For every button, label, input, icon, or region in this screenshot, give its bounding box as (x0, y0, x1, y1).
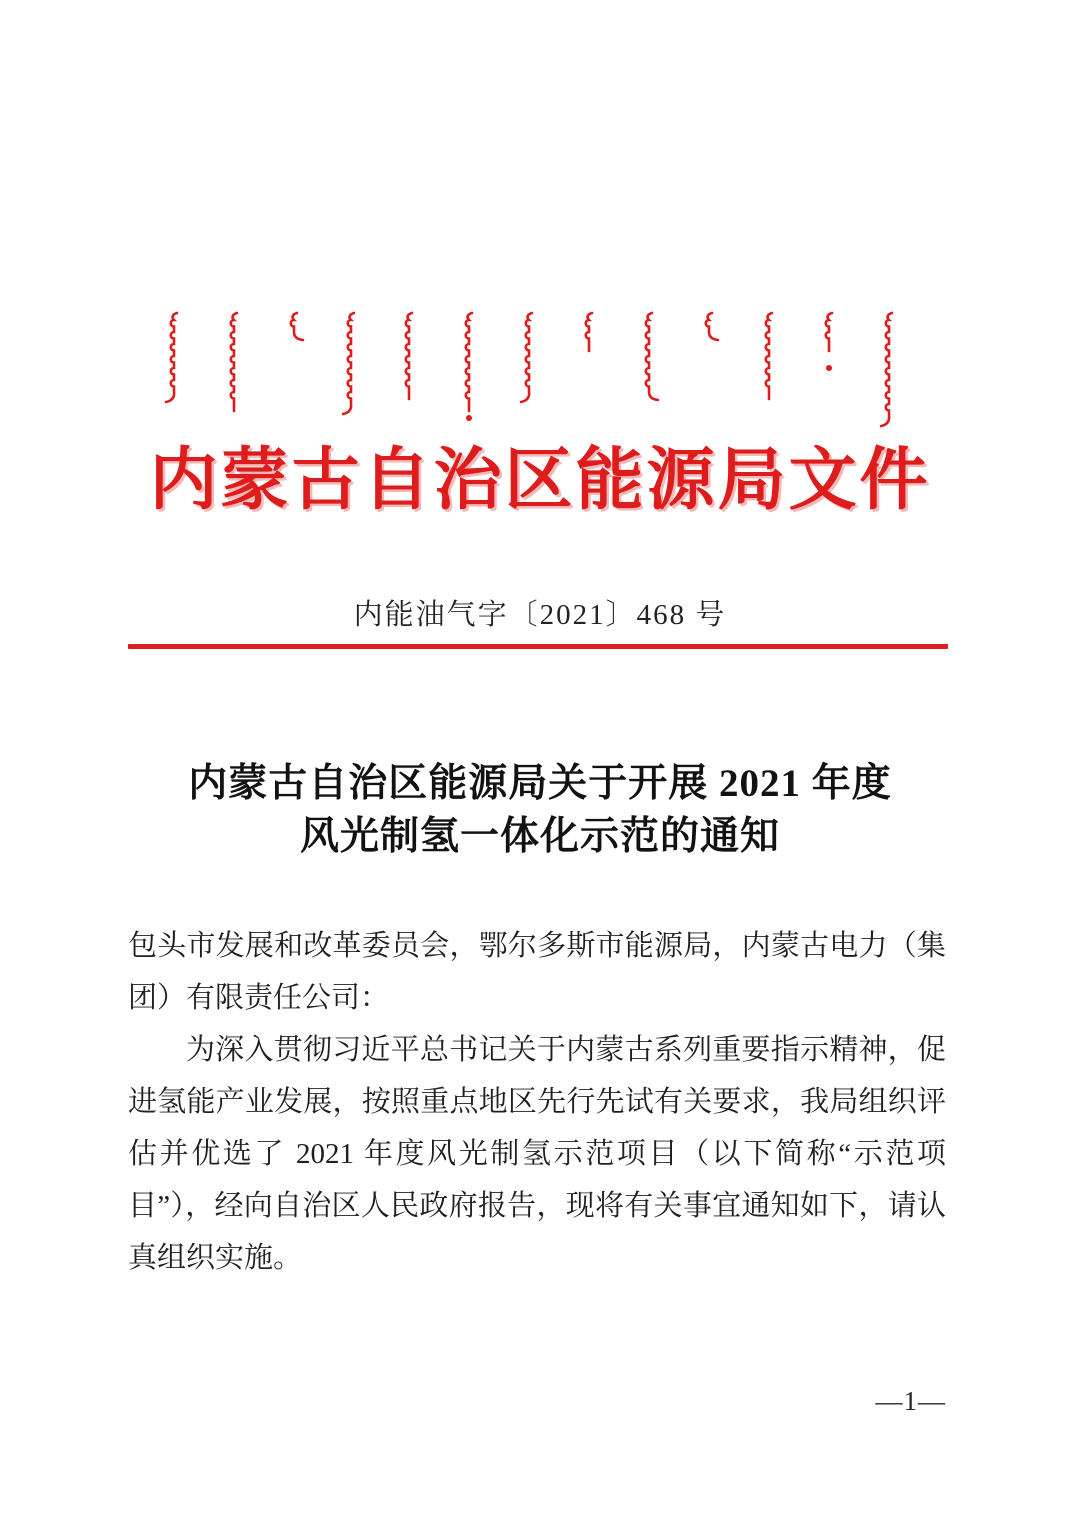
body-text-line: 为深入贯彻习近平总书记关于内蒙古系列重要指示精神，促 (186, 1034, 946, 1066)
body-text-line: 目”），经向自治区人民政府报告，现将有关事宜通知如下，请认 (128, 1190, 946, 1222)
document-title-line1: 内蒙古自治区能源局关于开展 2021 年度 (188, 762, 892, 805)
body-text-line: 进氢能产业发展，按照重点地区先行先试有关要求，我局组织评 (128, 1086, 946, 1118)
body-text-line: 真组织实施。 (128, 1242, 303, 1274)
mongolian-diacritic-dot (826, 365, 832, 371)
body-text-line: 估并优选了 2021 年度风光制氢示范项目（以下简称“示范项 (128, 1138, 946, 1170)
mongolian-word-glyph (706, 313, 718, 340)
mongolian-diacritic-dot (466, 415, 472, 421)
mongolian-word-glyph (766, 313, 772, 399)
main-paragraph (128, 1024, 946, 1284)
document-number: 内能油气字〔2021〕468 号 (353, 599, 727, 631)
mongolian-word-glyph (521, 313, 532, 402)
mongolian-word-glyph (826, 313, 832, 351)
document-title-line2: 风光制氢一体化示范的通知 (299, 815, 780, 858)
mongolian-word-glyph (406, 313, 412, 399)
mongolian-word-glyph (466, 313, 472, 411)
mongolian-word-glyph (586, 313, 592, 351)
mongolian-word-glyph (231, 313, 237, 411)
document-title (0, 757, 1080, 863)
page-number: —1— (875, 1386, 946, 1416)
body-text-line: 包头市发展和改革委员会，鄂尔多斯市能源局，内蒙古电力（集 (128, 930, 946, 962)
mongolian-word-glyph (881, 313, 892, 426)
document-body (128, 920, 946, 1284)
body-text-line: 团）有限责任公司： (128, 982, 390, 1014)
mongolian-word-glyph (291, 313, 303, 340)
red-divider-line (128, 644, 948, 649)
mongolian-script-icon (128, 310, 944, 432)
mongolian-script-header (128, 310, 944, 432)
mongolian-word-glyph (166, 313, 177, 402)
mongolian-word-glyph (343, 313, 354, 414)
recipients-paragraph (128, 920, 946, 1024)
agency-title: 内蒙古自治区能源局文件 (149, 442, 931, 518)
mongolian-word-glyph (646, 313, 658, 400)
